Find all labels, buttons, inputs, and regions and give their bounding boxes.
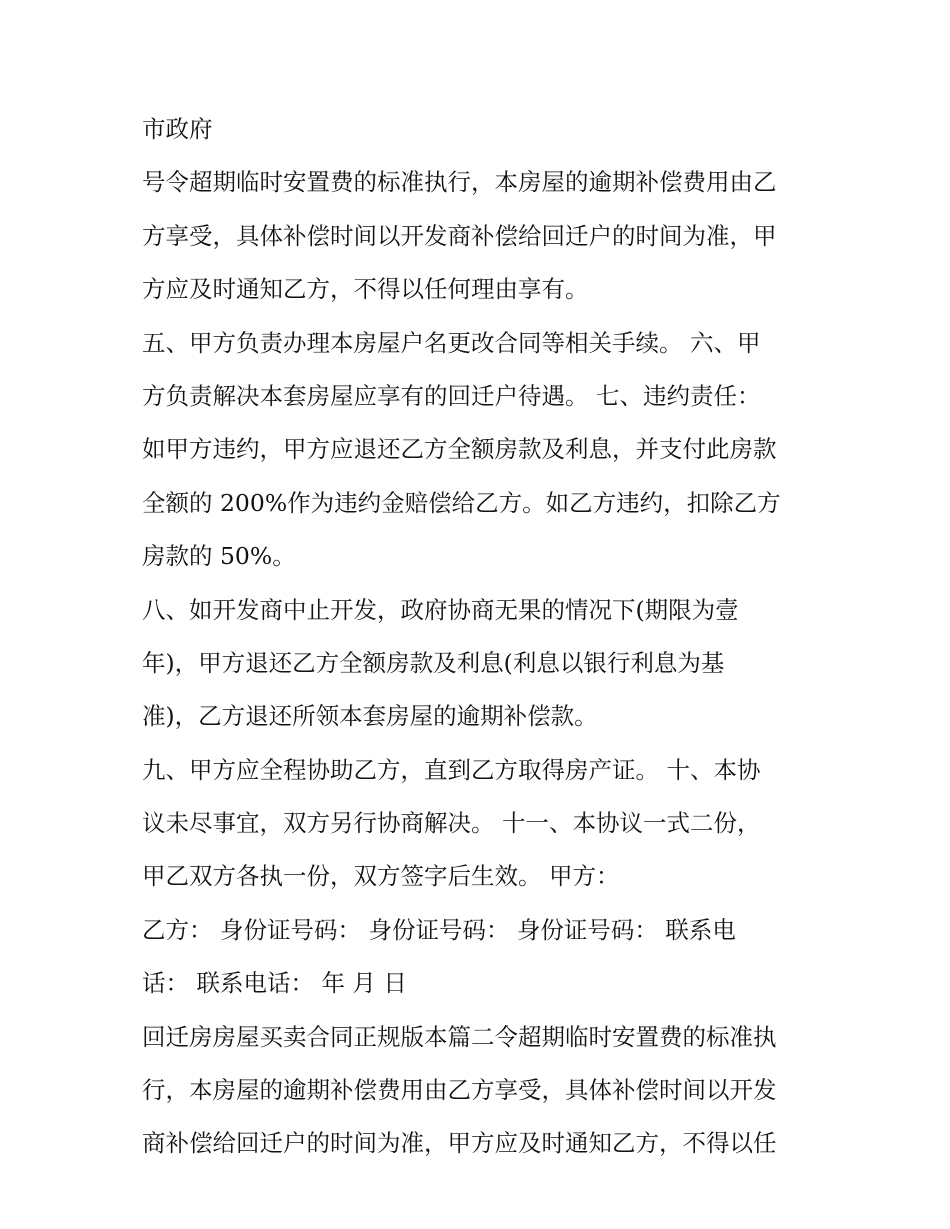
text-line: 方享受，具体补偿时间以开发商补偿给回迁户的时间为准，甲 bbox=[142, 221, 777, 250]
text-line: 商补偿给回迁户的时间为准，甲方应及时通知乙方，不得以任 bbox=[142, 1129, 777, 1158]
text-line: 乙方： 身份证号码： 身份证号码： 身份证号码： 联系电 bbox=[142, 915, 736, 944]
text-line: 议未尽事宜，双方另行协商解决。 十一、本协议一式二份， bbox=[142, 809, 761, 838]
text-line: 号令超期临时安置费的标准执行，本房屋的逾期补偿费用由乙 bbox=[142, 168, 777, 197]
text-line: 九、甲方应全程协助乙方，直到乙方取得房产证。 十、本协 bbox=[142, 755, 761, 784]
text-line: 市政府 bbox=[142, 115, 213, 143]
text-line: 方负责解决本套房屋应享有的回迁户待遇。 七、违约责任： bbox=[142, 381, 761, 410]
text-line: 回迁房房屋买卖合同正规版本篇二令超期临时安置费的标准执 bbox=[142, 1022, 777, 1051]
text-line: 话： 联系电话： 年 月 日 bbox=[142, 969, 407, 998]
text-line: 全额的 200%作为违约金赔偿给乙方。如乙方违约，扣除乙方 bbox=[142, 488, 781, 517]
text-line: 如甲方违约，甲方应退还乙方全额房款及利息，并支付此房款 bbox=[142, 435, 777, 464]
text-line: 甲乙双方各执一份，双方签字后生效。 甲方： bbox=[142, 862, 620, 891]
text-line: 八、如开发商中止开发，政府协商无果的情况下(期限为壹 bbox=[142, 595, 739, 624]
text-line: 房款的 50%。 bbox=[142, 542, 296, 571]
text-line: 准)，乙方退还所领本套房屋的逾期补偿款。 bbox=[142, 702, 598, 731]
text-line: 年)，甲方退还乙方全额房款及利息(利息以银行利息为基 bbox=[142, 648, 725, 677]
text-line: 方应及时通知乙方，不得以任何理由享有。 bbox=[142, 275, 589, 304]
document-body bbox=[142, 110, 822, 1178]
text-line: 五、甲方负责办理本房屋户名更改合同等相关手续。 六、甲 bbox=[142, 328, 761, 357]
text-line: 行，本房屋的逾期补偿费用由乙方享受，具体补偿时间以开发 bbox=[142, 1076, 777, 1105]
